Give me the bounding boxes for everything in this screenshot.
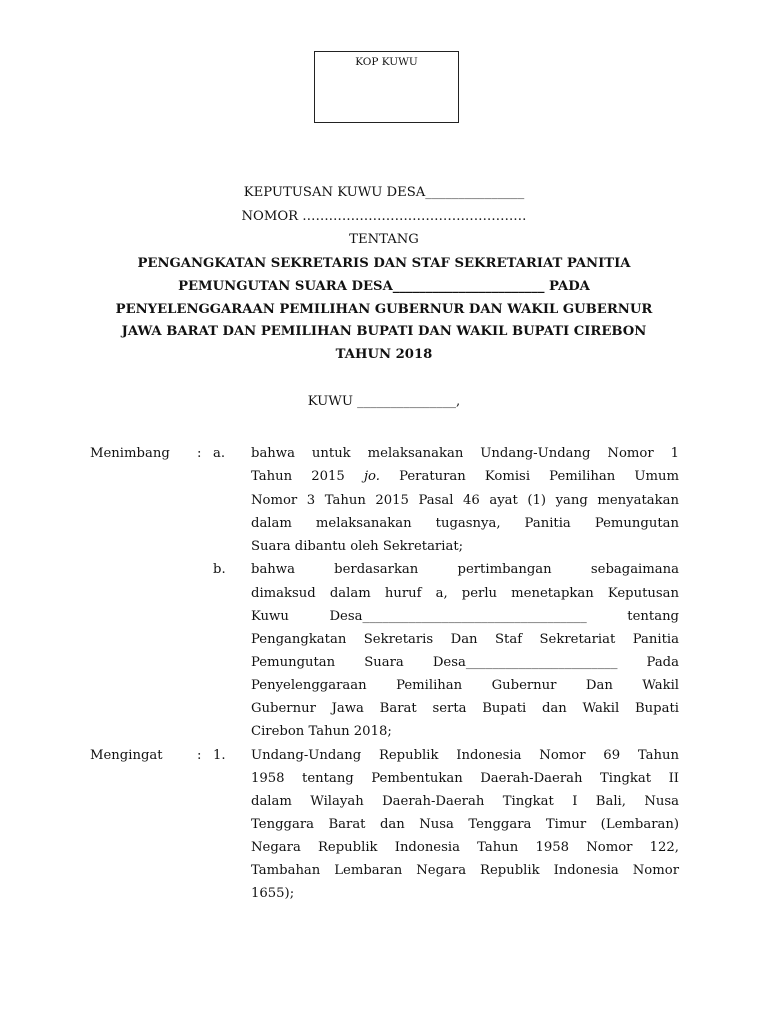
mengingat-label: Mengingat	[90, 748, 163, 763]
menimbang-b-line: Penyelenggaraan Pemilihan Gubernur Dan Wakil	[251, 678, 679, 693]
jo-italic: jo.	[363, 469, 380, 484]
menimbang-a-line: Nomor 3 Tahun 2015 Pasal 46 ayat (1) yang menyatakan	[251, 493, 679, 508]
kuwu-line: KUWU _______________,	[307, 394, 461, 409]
title-line-4: JAWA BARAT DAN PEMILIHAN BUPATI DAN WAKIL BUPATI CIREBON	[121, 324, 647, 339]
heading-tentang: TENTANG	[349, 232, 419, 247]
menimbang-b-num: b.	[213, 562, 226, 577]
menimbang-label: Menimbang	[90, 446, 170, 461]
mengingat-1-line: Negara Republik Indonesia Tahun 1958 Nomor 122,	[251, 840, 679, 855]
title-line-5: TAHUN 2018	[335, 347, 433, 362]
mengingat-1-line: 1655);	[251, 886, 295, 901]
title-line-3: PENYELENGGARAAN PEMILIHAN GUBERNUR DAN WAKIL GUBERNUR	[115, 302, 653, 317]
menimbang-b-line: bahwa berdasarkan pertimbangan sebagaimana	[251, 562, 679, 577]
menimbang-b-line: Cirebon Tahun 2018;	[251, 724, 392, 739]
menimbang-colon: :	[197, 446, 202, 461]
menimbang-a-num: a.	[213, 446, 226, 461]
menimbang-b-line: dimaksud dalam huruf a, perlu menetapkan Keputusan	[251, 586, 679, 601]
kop-kuwu-box	[314, 51, 459, 123]
menimbang-b-line: Pemungutan Suara Desa_______________________ Pada	[251, 655, 679, 670]
title-line-2: PEMUNGUTAN SUARA DESA_______________________ PADA	[178, 279, 590, 294]
title-line-1: PENGANGKATAN SEKRETARIS DAN STAF SEKRETARIAT PANITIA	[137, 256, 631, 271]
mengingat-1-line: Undang-Undang Republik Indonesia Nomor 69 Tahun	[251, 748, 679, 763]
menimbang-a-line: dalam melaksanakan tugasnya, Panitia Pemungutan	[251, 516, 679, 531]
heading-nomor: NOMOR ……………………………………………	[241, 209, 527, 224]
menimbang-a-line: Suara dibantu oleh Sekretariat;	[251, 539, 464, 554]
menimbang-b-line: Gubernur Jawa Barat serta Bupati dan Wakil Bupati	[251, 701, 679, 716]
menimbang-a-line: bahwa untuk melaksanakan Undang-Undang Nomor 1	[251, 446, 679, 461]
mengingat-1-line: Tambahan Lembaran Negara Republik Indonesia Nomor	[251, 863, 679, 878]
menimbang-b-line: Kuwu Desa__________________________________ tentang	[251, 609, 679, 624]
mengingat-1-line: Tenggara Barat dan Nusa Tenggara Timur (Lembaran)	[251, 817, 679, 832]
mengingat-1-num: 1.	[213, 748, 226, 763]
kop-label: KOP KUWU	[355, 56, 418, 68]
heading-keputusan: KEPUTUSAN KUWU DESA_______________	[243, 185, 525, 200]
mengingat-1-line: 1958 tentang Pembentukan Daerah-Daerah Tingkat II	[251, 771, 679, 786]
mengingat-1-line: dalam Wilayah Daerah-Daerah Tingkat I Bali, Nusa	[251, 794, 679, 809]
menimbang-b-line: Pengangkatan Sekretaris Dan Staf Sekretariat Panitia	[251, 632, 679, 647]
menimbang-a-line: Tahun 2015 jo. Peraturan Komisi Pemilihan Umum	[251, 469, 680, 484]
mengingat-colon: :	[197, 748, 202, 763]
